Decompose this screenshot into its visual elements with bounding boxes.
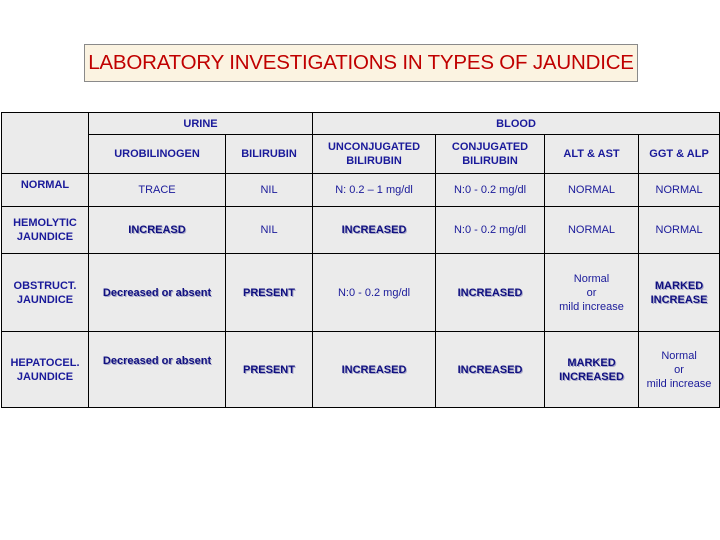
row-label-line: JAUNDICE (16, 231, 74, 244)
column-header-conjugated-line2: BILIRUBIN (462, 154, 518, 167)
cell-value-emphasis: INCREASED (341, 224, 407, 237)
column-header-ggt-alp: GGT & ALP (639, 135, 720, 173)
row-label-normal (2, 173, 89, 206)
row-label-hemolytic (2, 206, 89, 253)
cell-conjugated (436, 332, 545, 408)
cell-value-emphasis: MARKED (567, 356, 616, 369)
cell-bilirubin: NIL (226, 206, 313, 253)
cell-alt-ast (545, 254, 639, 332)
cell-value-emphasis: Decreased or absent (102, 355, 212, 368)
title-banner (84, 44, 638, 82)
cell-ggt-alp: NORMAL (639, 206, 720, 253)
cell-unconjugated: N: 0.2 – 1 mg/dl (313, 173, 436, 206)
jaundice-lab-table (1, 112, 720, 408)
column-header-conjugated (436, 135, 545, 173)
cell-ggt-alp (639, 332, 720, 408)
header-group-row (2, 113, 720, 135)
cell-conjugated (436, 254, 545, 332)
cell-conjugated: N:0 - 0.2 mg/dl (436, 173, 545, 206)
column-header-bilirubin: BILIRUBIN (226, 135, 313, 173)
row-label-hepatocellular (2, 332, 89, 408)
cell-unconjugated (313, 332, 436, 408)
column-header-unconjugated-line2: BILIRUBIN (346, 154, 402, 167)
cell-alt-ast: NORMAL (545, 173, 639, 206)
table-row-normal (2, 173, 720, 206)
cell-value-emphasis: MARKED (654, 279, 704, 292)
cell-alt-ast (545, 332, 639, 408)
cell-urobilinogen: TRACE (89, 173, 226, 206)
cell-alt-ast: NORMAL (545, 206, 639, 253)
cell-unconjugated (313, 206, 436, 253)
corner-cell (2, 113, 89, 174)
cell-ggt-alp: NORMAL (639, 173, 720, 206)
cell-conjugated: N:0 - 0.2 mg/dl (436, 206, 545, 253)
cell-value-emphasis: INCREASE (650, 293, 708, 306)
table-row-obstructive (2, 254, 720, 332)
cell-value-emphasis: INCREASED (457, 363, 523, 376)
group-header-blood: BLOOD (313, 113, 720, 135)
cell-line: Normal (573, 272, 610, 285)
page-title: LABORATORY INVESTIGATIONS IN TYPES OF JAUNDICE (88, 51, 634, 74)
row-label-line: HEPATOCEL. (10, 356, 80, 369)
row-label-line: JAUNDICE (16, 370, 74, 383)
table-row-hemolytic (2, 206, 720, 253)
cell-bilirubin (226, 254, 313, 332)
cell-ggt-alp (639, 254, 720, 332)
column-header-unconjugated (313, 135, 436, 173)
cell-bilirubin (226, 332, 313, 408)
cell-value-emphasis: PRESENT (243, 286, 295, 299)
header-column-row (2, 135, 720, 173)
cell-value-emphasis: PRESENT (243, 363, 295, 376)
column-header-unconjugated-line1: UNCONJUGATED (327, 140, 421, 153)
column-header-conjugated-line1: CONJUGATED (451, 140, 529, 153)
cell-line: mild increase (559, 300, 624, 313)
cell-value-emphasis: INCREASED (341, 363, 407, 376)
cell-value-emphasis: INCREASD (128, 224, 186, 237)
cell-unconjugated: N:0 - 0.2 mg/dl (313, 254, 436, 332)
group-header-urine: URINE (89, 113, 313, 135)
cell-line: mild increase (646, 377, 712, 390)
row-label-line: NORMAL (20, 178, 70, 191)
row-label-obstructive (2, 254, 89, 332)
table-row-hepatocellular (2, 332, 720, 408)
cell-urobilinogen (89, 206, 226, 253)
cell-value-emphasis: INCREASED (559, 370, 624, 383)
cell-value-emphasis: Decreased or absent (102, 286, 212, 299)
cell-urobilinogen (89, 254, 226, 332)
cell-urobilinogen (89, 332, 226, 408)
cell-bilirubin: NIL (226, 173, 313, 206)
column-header-urobilinogen: UROBILINOGEN (89, 135, 226, 173)
cell-line: Normal (661, 349, 697, 362)
column-header-alt-ast: ALT & AST (545, 135, 639, 173)
cell-line: or (586, 286, 597, 299)
cell-line: or (674, 363, 684, 376)
row-label-line: JAUNDICE (16, 293, 74, 306)
row-label-line: HEMOLYTIC (13, 217, 77, 230)
cell-value-emphasis: INCREASED (457, 286, 523, 299)
row-label-line: OBSTRUCT. (13, 279, 77, 292)
